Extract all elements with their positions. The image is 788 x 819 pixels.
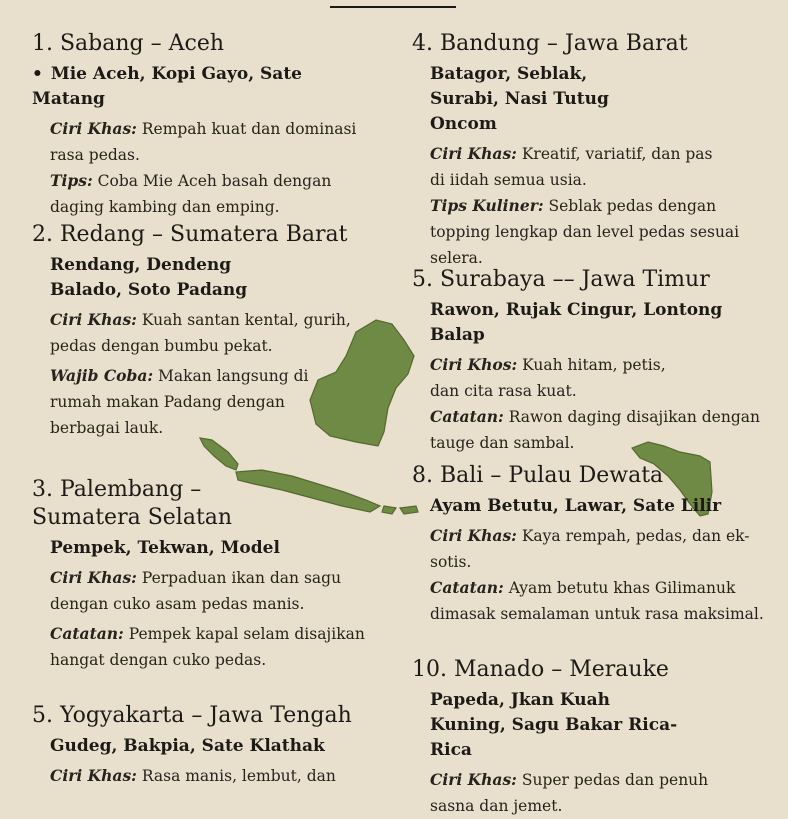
region-note: Tips: Coba Mie Aceh basah dengan daging kambing dan emping. xyxy=(50,171,332,216)
dish-list: Batagor, Seblak, Surabi, Nasi Tutug Oncom xyxy=(430,64,609,134)
region-note: Ciri Khas: Kaya rempah, pedas, dan ek-sotis. xyxy=(430,526,750,571)
region-jawa-timur xyxy=(412,266,778,456)
region-note: Ciri Khas: Rempah kuat dan dominasi rasa pedas. xyxy=(50,119,357,164)
region-heading: 5. Surabaya –– Jawa Timur xyxy=(412,267,710,292)
region-heading: 1. Sabang – Aceh xyxy=(32,31,225,56)
region-note: Catatan: Ayam betutu khas Gilimanuk dimasak semalaman untuk rasa maksimal. xyxy=(430,578,764,623)
region-aceh xyxy=(32,30,372,220)
dish-list: • Mie Aceh, Kopi Gayo, Sate Matang xyxy=(32,62,372,112)
dish-list: Rawon, Rujak Cingur, Lontong Balap xyxy=(430,300,723,345)
region-note: Ciri Khas: Super pedas dan penuh sasna dan jemet. xyxy=(430,770,709,815)
region-heading: 3. Palembang – Sumatera Selatan xyxy=(32,477,233,530)
region-manado-merauke xyxy=(412,656,778,819)
region-note: Ciri Khas: Rasa manis, lembut, dan xyxy=(50,766,336,785)
dish-list: Ayam Betutu, Lawar, Sate Lilir xyxy=(430,496,722,516)
region-jawa-barat xyxy=(412,30,772,271)
region-note: Ciri Khas: Kuah santan kental, gurih, pedas dengan bumbu pekat. xyxy=(50,310,351,355)
dish-list: Gudeg, Bakpia, Sate Klathak xyxy=(50,736,325,756)
region-note: Ciri Khas: Perpaduan ikan dan sagu dengan cuko asam pedas manis. xyxy=(50,568,342,613)
region-note: Ciri Khas: Kreatif, variatif, dan pas di iidah semua usia. xyxy=(430,144,713,189)
region-yogyakarta xyxy=(32,702,382,789)
region-heading: 5. Yogyakarta – Jawa Tengah xyxy=(32,703,352,728)
region-sumatera-selatan xyxy=(32,476,372,673)
region-heading: 4. Bandung – Jawa Barat xyxy=(412,31,688,56)
region-note: Wajib Coba: Makan langsung di rumah makan Padang dengan berbagai lauk. xyxy=(50,366,309,437)
dish-list: Rendang, Dendeng Balado, Soto Padang xyxy=(50,255,248,300)
map-island-sumatra xyxy=(200,438,238,470)
region-note: Catatan: Pempek kapal selam disajikan hangat dengan cuko pedas. xyxy=(50,624,365,669)
region-heading: 8. Bali – Pulau Dewata xyxy=(412,463,664,488)
region-heading: 10. Manado – Merauke xyxy=(412,657,669,682)
region-sumatera-barat xyxy=(32,221,352,441)
region-note: Catatan: Rawon daging disajikan dengan tauge dan sambal. xyxy=(430,407,760,452)
region-note: Ciri Khos: Kuah hitam, petis, dan cita rasa kuat. xyxy=(430,355,666,400)
region-heading: 2. Redang – Sumatera Barat xyxy=(32,222,348,247)
region-note: Tips Kuliner: Seblak pedas dengan topping lengkap dan level pedas sesuai selera. xyxy=(430,196,740,267)
dish-list: Pempek, Tekwan, Model xyxy=(50,538,280,558)
dish-list: Papeda, Jkan Kuah Kuning, Sagu Bakar Rica-Rica xyxy=(430,690,678,760)
region-bali xyxy=(412,462,778,627)
